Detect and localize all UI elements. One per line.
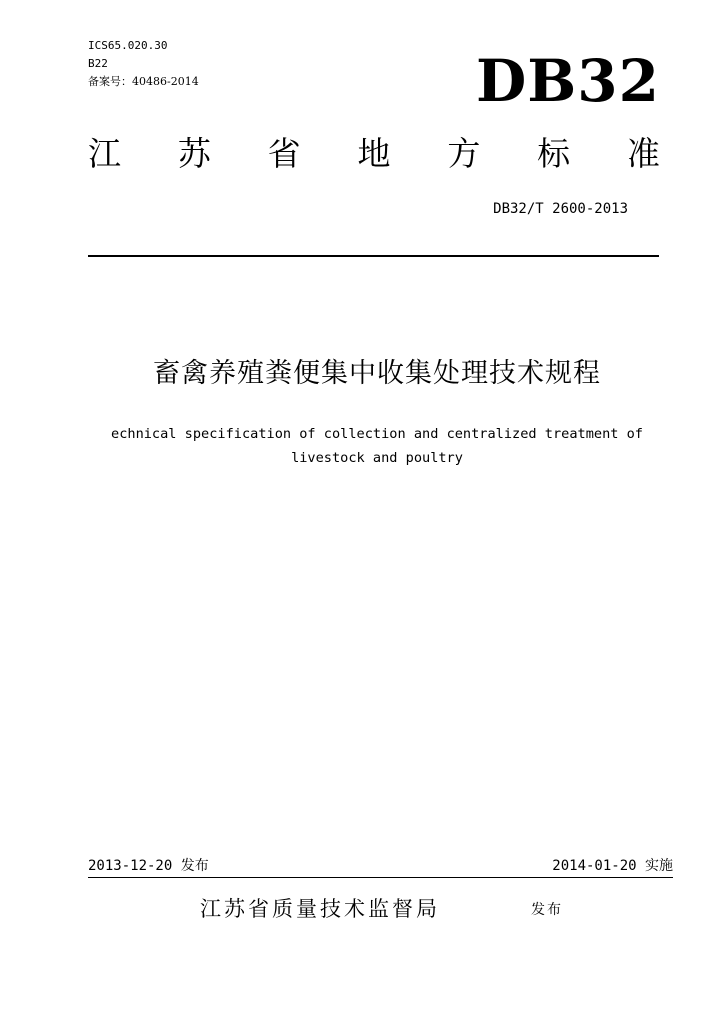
title-chinese: 畜禽养殖粪便集中收集处理技术规程 <box>153 358 601 389</box>
standard-type-char: 方 <box>447 134 481 173</box>
standard-type-char: 标 <box>537 134 571 173</box>
filing-label: 备案号： <box>88 75 132 88</box>
standard-code: DB32 <box>475 47 660 115</box>
filing-number: 40486-2014 <box>132 75 199 88</box>
standard-type-char: 省 <box>267 134 301 173</box>
standard-number: DB32/T 2600-2013 <box>493 201 628 217</box>
filing-record <box>88 75 199 88</box>
title-english: echnical specification of collection and centralized treatment of livestock and poultry <box>111 426 643 466</box>
issuing-authority: 江苏省质量技术监督局 <box>200 897 440 921</box>
header-divider <box>88 255 659 257</box>
standard-type <box>88 132 660 176</box>
standard-type-char: 地 <box>357 134 391 173</box>
standard-type-char: 苏 <box>177 134 211 173</box>
implementation-date: 2014-01-20 实施 <box>552 858 673 874</box>
issue-date: 2013-12-20 发布 <box>88 858 209 874</box>
footer-divider <box>88 877 673 878</box>
standard-type-char: 江 <box>88 134 121 173</box>
ics-code: ICS65.020.30 <box>88 39 168 52</box>
publish-label: 发布 <box>531 902 563 918</box>
standard-type-char: 准 <box>626 134 660 173</box>
ccs-code: B22 <box>88 57 108 70</box>
